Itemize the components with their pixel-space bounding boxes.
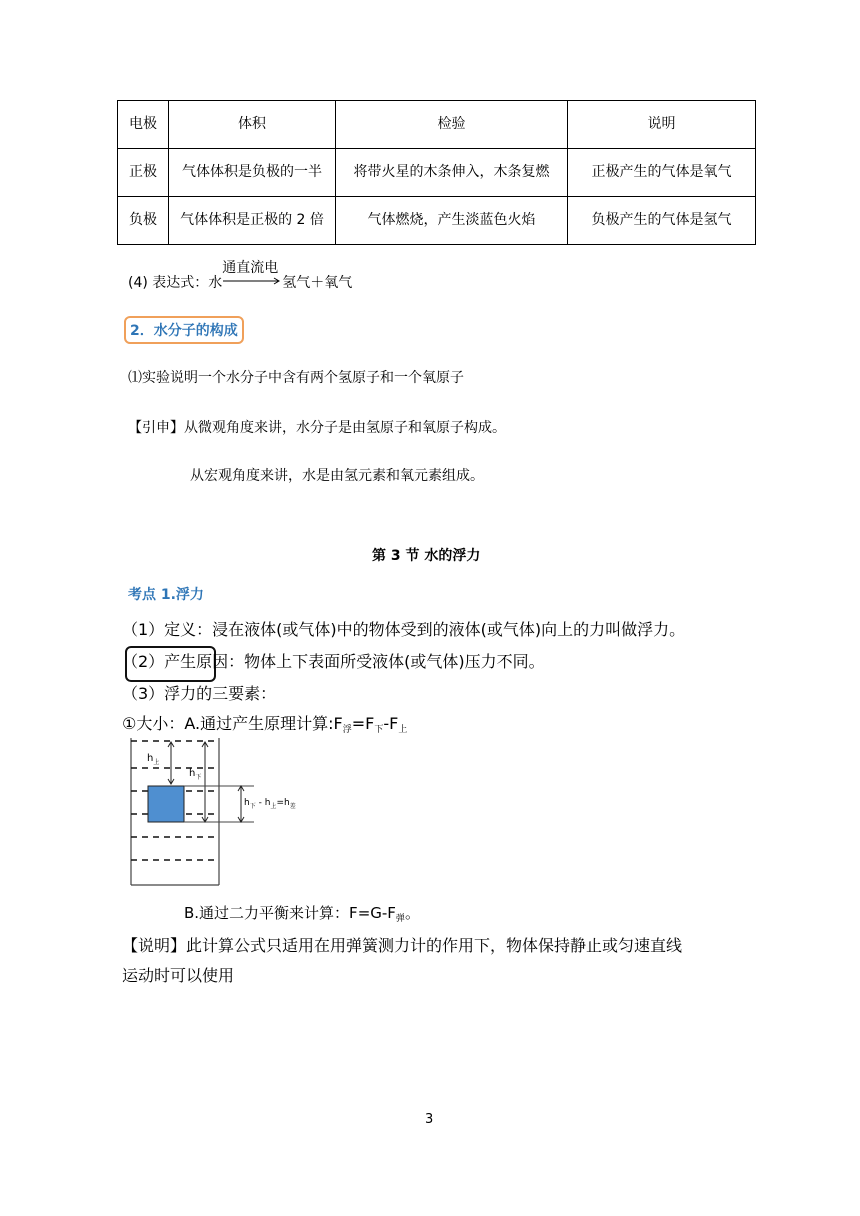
table-header-cell: 说明 <box>568 101 756 149</box>
cause-line: （2）产生原因：物体上下表面所受液体(或气体)压力不同。 <box>122 652 545 671</box>
table-cell: 将带火星的木条伸入，木条复燃 <box>336 149 568 197</box>
paragraph: 【引申】从微观角度来讲，水分子是由氢原子和氧原子构成。 <box>128 420 506 436</box>
chapter-title: 第 3 节 水的浮力 <box>372 548 481 564</box>
table-cell: 正极产生的气体是氧气 <box>568 149 756 197</box>
expression-line <box>128 260 353 292</box>
three-elements-line: （3）浮力的三要素： <box>122 684 277 703</box>
table-row <box>118 197 756 245</box>
balance-formula-line: B.通过二力平衡来计算：$F=G-F_弹$。 <box>184 904 420 924</box>
table-cell: 气体燃烧，产生淡蓝色火焰 <box>336 197 568 245</box>
table-cell: 气体体积是正极的 2 倍 <box>169 197 336 245</box>
expression-products: 氢气＋氧气 <box>282 275 353 291</box>
h-difference-label: $h_下 - h_上=h_差$ <box>244 798 296 810</box>
paragraph: 从宏观角度来讲，水是由氢元素和氧元素组成。 <box>190 468 484 484</box>
note-line-2: 运动时可以使用 <box>122 966 235 985</box>
table-header-cell: 电极 <box>118 101 169 149</box>
h-bottom-label: $h_下$ <box>189 768 202 781</box>
reaction-arrow <box>222 260 282 287</box>
expression-prefix: (4) 表达式：水 <box>128 275 223 291</box>
table-header-cell: 体积 <box>169 101 336 149</box>
size-formula-line: ①大小：A.通过产生原理计算$:F_浮=F_下-F_上$ <box>122 714 408 735</box>
key-point-title: 考点 1.浮力 <box>128 587 204 603</box>
table-cell: 正极 <box>118 149 169 197</box>
h-top-label: $h_上$ <box>147 753 160 766</box>
table-row <box>118 149 756 197</box>
section-title: 2．水分子的构成 <box>124 316 244 344</box>
table-cell: 负极 <box>118 197 169 245</box>
table-header-cell: 检验 <box>336 101 568 149</box>
table-cell: 气体体积是负极的一半 <box>169 149 336 197</box>
note-line-1: 【说明】此计算公式只适用在用弹簧测力计的作用下，物体保持静止或匀速直线 <box>122 936 683 955</box>
arrow-icon <box>222 273 282 287</box>
paragraph: ⑴实验说明一个水分子中含有两个氢原子和一个氧原子 <box>128 370 464 386</box>
table-header-row <box>118 101 756 149</box>
table-cell: 负极产生的气体是氢气 <box>568 197 756 245</box>
electrode-table <box>117 100 756 245</box>
submerged-block <box>148 786 184 822</box>
page-number: 3 <box>425 1112 434 1127</box>
definition-line: （1）定义：浸在液体(或气体)中的物体受到的液体(或气体)向上的力叫做浮力。 <box>122 620 686 639</box>
reaction-condition: 通直流电 <box>222 260 279 276</box>
